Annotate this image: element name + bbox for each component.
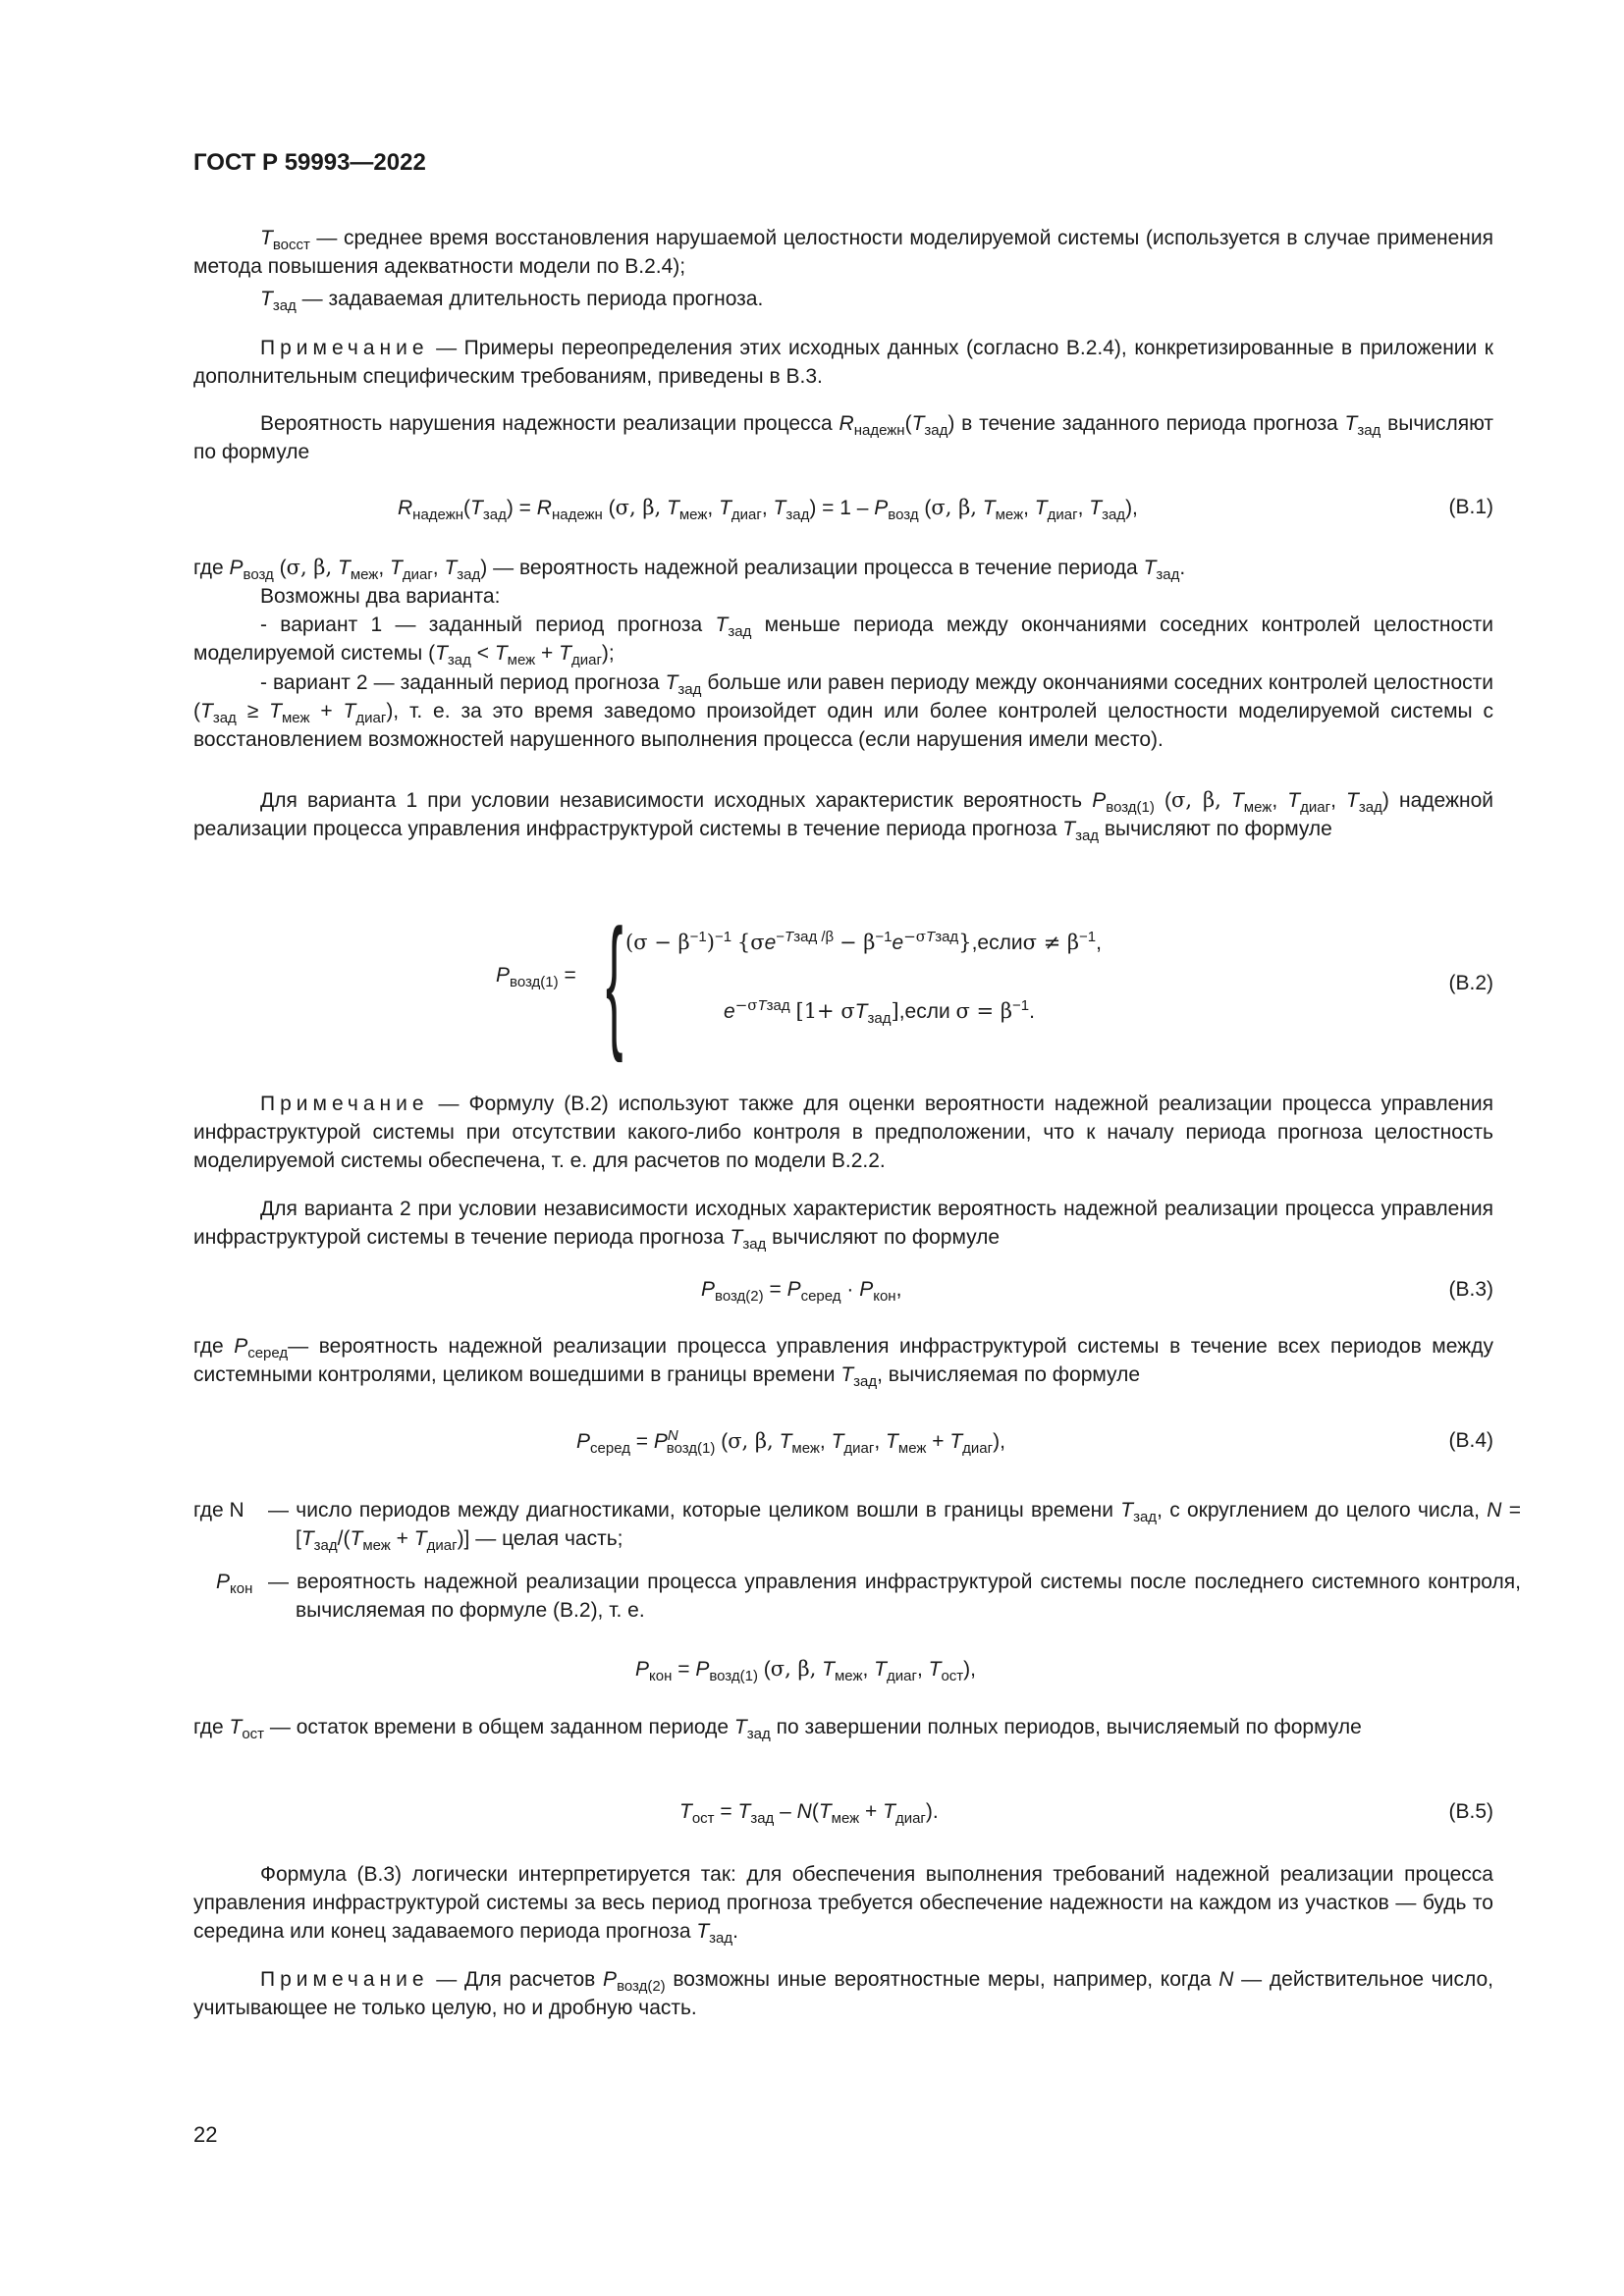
where-p-sered: где $P_{серед}—$ вероятность надежной реализации процесса управления инфраструктурой системы в течение всех периодов между системными контролями, целиком вошедшими в границы времени $T_{зад}$, вычисляемая по формуле <box>193 1335 1493 1390</box>
note-2: Примечание — Формулу (В.2) используют также для оценки вероятности надежной реализации процесса управления инфраструктурой системы при отсутствии какого-либо контроля в предположении, что к началу периода прогноза целостность моделируемой системы обеспечена, т. е. для расчетов по модели В.2.2. <box>193 1093 1493 1172</box>
formula-b4: $P_{серед} = P^N_{возд(1)}$ (σ, β, $T_{меж}$, $T_{диаг}$, $T_{меж} + T_{диаг}$), (В.4) <box>576 1427 1493 1457</box>
note-1: Примечание — Примеры переопределения этих исходных данных (согласно В.2.4), конкретизированные в приложении к дополнительным специфическим требованиям, приведены в В.3. <box>193 337 1493 388</box>
formula-b4-number: (В.4) <box>1448 1429 1493 1452</box>
formula-b3: $P_{возд(2)} = P_{серед} \cdot P_{кон}$, (В.3) <box>701 1278 1493 1305</box>
variant-1: - вариант 1 — заданный период прогноза $T_{зад}$ меньше периода между окончаниями соседних контролей целостности моделируемой системы $(T_{зад} < T_{меж} + T_{диаг})$; <box>193 614 1494 668</box>
variant-2: - вариант 2 — заданный период прогноза $T_{зад}$ больше или равен периоду между окончаниями соседних контролей целостности $(T_{зад} \ge T_{меж} + T_{диаг})$, т. е. за это время заведомо произойдет один или более контролей целостности моделируемой системы с восстановлением возможностей нарушенного выполнения процесса (если нарушения имели место). <box>193 671 1493 751</box>
formula-b2-brace: { <box>606 898 623 1063</box>
where-p-kon-text: — вероятность надежной реализации процесса управления инфраструктурой системы после последнего системного контроля, вычисляемая по формуле (В.2), т. е. <box>268 1571 1521 1622</box>
formula-b5: $T_{ост} = T_{зад} - N(T_{меж} + T_{диаг})$. (В.5) <box>679 1800 1493 1827</box>
note-3: Примечание — Для расчетов $P_{возд(2)}$ возможны иные вероятностные меры, например, когда N — действительное число, учитывающее не только целую, но и дробную часть. <box>193 1968 1493 2019</box>
def-t-zad: $T_{зад}$ — задаваемая длительность периода прогноза. <box>260 288 764 314</box>
formula-b2: $P_{возд(1)}$ = { $(\sigma - \beta^{-1})^{-1}$ {$\sigma e^{-Tзад /\beta}$ − $\beta^{-1}e^{-\sigma Tзад}\},если\sigma \ne \beta^{-1}$, $e^{-\sigma Tзад}$ $[1+ \sigma T_{зад}],если$ $\sigma = \beta^{-1}$. (В.2) <box>496 898 1493 1063</box>
page-number: 22 <box>193 2122 218 2147</box>
formula-p-kon: $P_{кон} = P_{возд(1)}$ (σ, β, $T_{меж}$, $T_{диаг}$, $T_{ост}$), <box>635 1657 976 1684</box>
para-variant-1: Для варианта 1 при условии независимости исходных характеристик вероятность $P_{возд(1)}$ (σ, β, $T_{меж}$, $T_{диаг}$, $T_{зад}$) надежной реализации процесса управления инфраструктурой системы в течение периода прогноза $T_{зад}$ вычисляют по формуле <box>193 788 1493 844</box>
where-n-text: — число периодов между диагностиками, которые целиком вошли в границы времени $T_{зад}$, с округлением до целого числа, $N = [T_{зад}/(T_{меж} + T_{диаг})]$ — целая часть; <box>268 1499 1521 1554</box>
where-t-ost: где $T_{ост}$ — остаток времени в общем заданном периоде $T_{зад}$ по завершении полных периодов, вычисляемый по формуле <box>193 1716 1362 1742</box>
formula-b3-number: (В.3) <box>1448 1278 1493 1301</box>
page-header: ГОСТ Р 59993—2022 <box>193 149 426 176</box>
formula-b2-number: (В.2) <box>1448 972 1493 994</box>
para-final: Формула (В.3) логически интерпретируется так: для обеспечения выполнения требований надежной реализации процесса управления инфраструктурой системы за весь период прогноза требуется обеспечение надежности на каждом из участков — будь то середина или конец задаваемого периода прогноза $T_{зад}$. <box>193 1863 1493 1947</box>
where-n-label: где N <box>193 1499 244 1522</box>
variants-intro: Возможны два варианта: <box>260 585 501 608</box>
def-t-vosst: $T_{восст}$ — среднее время восстановления нарушаемой целостности моделируемой системы (используется в случае применения метода повышения адекватности модели по В.2.4); <box>193 227 1493 278</box>
formula-b1-number: (В.1) <box>1448 496 1493 518</box>
formula-b5-number: (В.5) <box>1448 1800 1493 1823</box>
para-variant-2: Для варианта 2 при условии независимости исходных характеристик вероятность надежной реализации процесса управления инфраструктурой системы в течение периода прогноза $T_{зад}$ вычисляют по формуле <box>193 1198 1493 1253</box>
formula-b1: $R_{надежн}(T_{зад}) = R_{надежн}$ (σ, β, $T_{меж}$, $T_{диаг}$, $T_{зад}) = 1 - P_{возд}$ (σ, β, $T_{меж}$, $T_{диаг}$, $T_{зад}$), (В.1) <box>398 496 1493 523</box>
para-reliability: Вероятность нарушения надежности реализации процесса $R_{надежн}(T_{зад})$ в течение заданного периода прогноза $T_{зад}$ вычисляют по формуле <box>193 412 1494 463</box>
where-p-vozd: где $P_{возд}$ (σ, β, $T_{меж}$, $T_{диаг}$, $T_{зад}$) — вероятность надежной реализации процесса в течение периода $T_{зад}$. <box>193 556 1186 583</box>
where-p-kon-label: $P_{кон}$ <box>216 1571 253 1597</box>
